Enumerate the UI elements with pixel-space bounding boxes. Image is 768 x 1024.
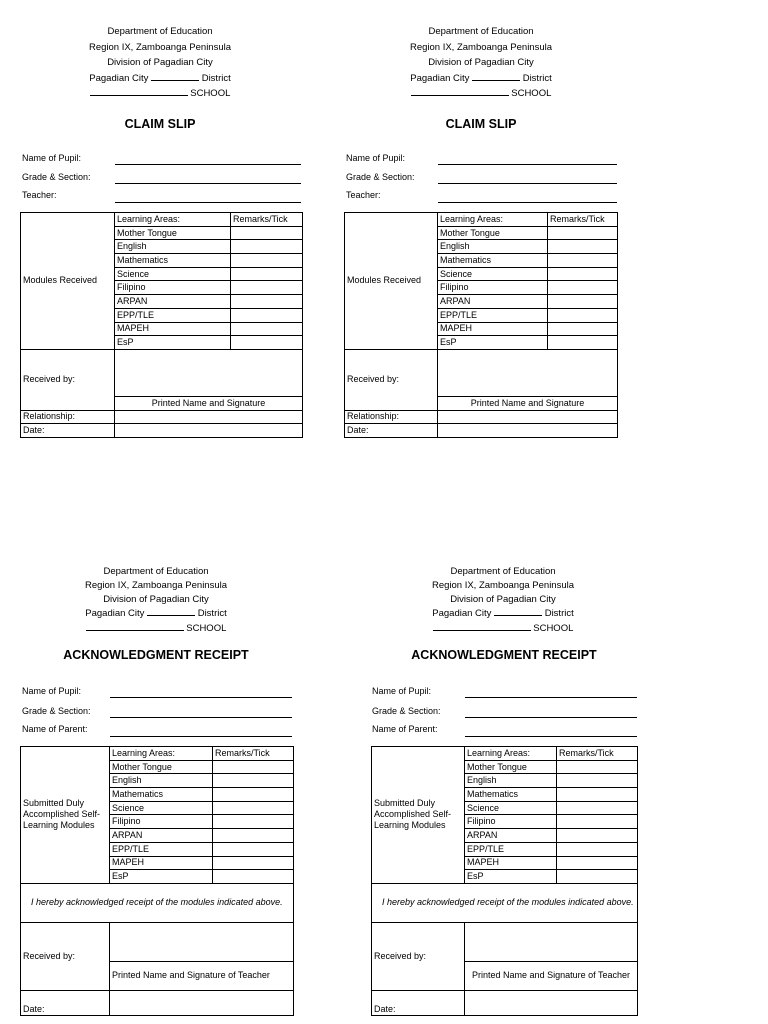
remarks-cell[interactable]	[548, 308, 618, 322]
subject-cell: MAPEH	[465, 856, 557, 870]
remarks-cell[interactable]	[213, 788, 294, 802]
header-division: Division of Pagadian City	[107, 57, 213, 68]
header-dept: Department of Education	[107, 26, 213, 37]
header	[381, 24, 581, 102]
blank-line[interactable]	[86, 621, 184, 631]
blank-line[interactable]	[90, 86, 188, 96]
printed-name-caption: Printed Name and Signature of Teacher	[110, 961, 294, 990]
received-by-label: Received by:	[21, 349, 115, 410]
remarks-cell[interactable]	[557, 760, 638, 774]
remarks-cell[interactable]	[557, 829, 638, 843]
header-region: Region IX, Zamboanga Peninsula	[431, 579, 575, 591]
modules-table	[20, 212, 303, 438]
receipt-title: ACKNOWLEDGMENT RECEIPT	[63, 648, 249, 662]
header-school: SCHOOL	[186, 623, 227, 635]
grade-field[interactable]	[465, 717, 637, 718]
header-school: SCHOOL	[190, 88, 231, 99]
col-remarks: Remarks/Tick	[557, 747, 638, 761]
subject-cell: Mother Tongue	[110, 760, 213, 774]
signature-box[interactable]	[438, 349, 618, 396]
modules-label: Modules Received	[21, 213, 115, 350]
name-field[interactable]	[115, 164, 301, 165]
signature-box[interactable]	[115, 349, 303, 396]
subject-cell: Filipino	[465, 815, 557, 829]
remarks-cell[interactable]	[557, 856, 638, 870]
signature-box[interactable]	[110, 922, 294, 961]
header-district: District	[544, 608, 574, 620]
remarks-cell[interactable]	[557, 815, 638, 829]
relationship-field[interactable]	[115, 410, 303, 424]
header-city-line	[381, 71, 581, 87]
remarks-cell[interactable]	[557, 801, 638, 815]
remarks-cell[interactable]	[548, 281, 618, 295]
receipt-title: ACKNOWLEDGMENT RECEIPT	[411, 648, 597, 662]
blank-line[interactable]	[494, 606, 542, 616]
blank-line[interactable]	[433, 621, 531, 631]
subject-cell: Science	[438, 267, 548, 281]
relationship-label: Relationship:	[345, 410, 438, 424]
header-city: Pagadian City	[89, 72, 149, 84]
subject-cell: ARPAN	[110, 829, 213, 843]
remarks-cell[interactable]	[548, 226, 618, 240]
subject-cell: MAPEH	[110, 856, 213, 870]
subject-cell: EsP	[465, 870, 557, 884]
remarks-cell[interactable]	[231, 267, 303, 281]
subject-cell: Filipino	[115, 281, 231, 295]
received-by-label: Received by:	[372, 922, 465, 990]
header-region: Region IX, Zamboanga Peninsula	[84, 579, 228, 591]
blank-line[interactable]	[472, 71, 520, 81]
modules-table	[344, 212, 618, 438]
header-school-line	[56, 621, 256, 636]
teacher-field[interactable]	[438, 202, 617, 203]
subject-cell: EPP/TLE	[465, 842, 557, 856]
blank-line[interactable]	[411, 86, 509, 96]
col-remarks: Remarks/Tick	[213, 747, 294, 761]
subject-cell: English	[110, 774, 213, 788]
header-division: Division of Pagadian City	[428, 57, 534, 68]
subject-cell: Mathematics	[115, 254, 231, 268]
grade-label: Grade & Section:	[22, 706, 91, 716]
subject-cell: English	[115, 240, 231, 254]
subject-cell: EPP/TLE	[110, 842, 213, 856]
submitted-label: Submitted Duly Accomplished Self-Learning Modules	[21, 747, 110, 884]
header-dept: Department of Education	[450, 566, 556, 577]
blank-line[interactable]	[147, 606, 195, 616]
remarks-cell[interactable]	[231, 254, 303, 268]
subject-cell: Science	[115, 267, 231, 281]
header-region: Region IX, Zamboanga Peninsula	[88, 41, 232, 53]
parent-field[interactable]	[110, 736, 292, 737]
parent-label: Name of Parent:	[372, 724, 438, 734]
header-division: Division of Pagadian City	[450, 593, 556, 605]
remarks-cell[interactable]	[548, 240, 618, 254]
col-learning-areas: Learning Areas:	[115, 213, 231, 227]
name-label: Name of Pupil:	[372, 686, 432, 696]
header-school-line	[403, 621, 603, 636]
grade-field[interactable]	[110, 717, 292, 718]
remarks-cell[interactable]	[231, 336, 303, 350]
subject-cell: MAPEH	[115, 322, 231, 336]
printed-name-caption: Printed Name and Signature	[115, 396, 303, 410]
teacher-label: Teacher:	[22, 190, 57, 200]
parent-field[interactable]	[465, 736, 637, 737]
teacher-field[interactable]	[115, 202, 301, 203]
remarks-cell[interactable]	[557, 870, 638, 884]
relationship-label: Relationship:	[21, 410, 115, 424]
subject-cell: Mother Tongue	[438, 226, 548, 240]
subject-cell: Mathematics	[110, 788, 213, 802]
subject-cell: ARPAN	[438, 295, 548, 309]
col-learning-areas: Learning Areas:	[465, 747, 557, 761]
remarks-cell[interactable]	[213, 856, 294, 870]
date-label: Date:	[345, 424, 438, 438]
date-field[interactable]	[438, 424, 618, 438]
modules-label: Modules Received	[345, 213, 438, 350]
grade-field[interactable]	[438, 183, 617, 184]
name-label: Name of Pupil:	[22, 686, 82, 696]
grade-label: Grade & Section:	[372, 706, 441, 716]
subject-cell: EPP/TLE	[115, 308, 231, 322]
date-label: Date:	[21, 424, 115, 438]
col-learning-areas: Learning Areas:	[110, 747, 213, 761]
header-city: Pagadian City	[432, 608, 492, 620]
remarks-cell[interactable]	[231, 322, 303, 336]
subject-cell: EsP	[110, 870, 213, 884]
header	[60, 24, 260, 102]
remarks-cell[interactable]	[548, 322, 618, 336]
header-school: SCHOOL	[533, 623, 574, 635]
date-label: Date:	[21, 990, 110, 1015]
grade-field[interactable]	[115, 183, 301, 184]
header-school: SCHOOL	[511, 88, 552, 99]
printed-name-caption: Printed Name and Signature	[438, 396, 618, 410]
date-field[interactable]	[110, 990, 294, 1015]
remarks-cell[interactable]	[548, 336, 618, 350]
subject-cell: EsP	[438, 336, 548, 350]
remarks-cell[interactable]	[213, 842, 294, 856]
subject-cell: English	[465, 774, 557, 788]
subject-cell: Mother Tongue	[115, 226, 231, 240]
subject-cell: ARPAN	[465, 829, 557, 843]
received-by-label: Received by:	[345, 349, 438, 410]
teacher-label: Teacher:	[346, 190, 381, 200]
modules-table	[20, 746, 294, 1016]
subject-cell: Science	[110, 801, 213, 815]
acknowledgment-statement: I hereby acknowledged receipt of the modules indicated above.	[372, 883, 638, 922]
grade-label: Grade & Section:	[22, 172, 91, 182]
remarks-cell[interactable]	[231, 281, 303, 295]
parent-label: Name of Parent:	[22, 724, 88, 734]
subject-cell: Mathematics	[465, 788, 557, 802]
header-city-line	[403, 606, 603, 621]
modules-table	[371, 746, 638, 1016]
remarks-cell[interactable]	[213, 801, 294, 815]
subject-cell: ARPAN	[115, 295, 231, 309]
header-dept: Department of Education	[103, 566, 209, 577]
date-label: Date:	[372, 990, 465, 1015]
name-field[interactable]	[438, 164, 617, 165]
submitted-label: Submitted Duly Accomplished Self-Learning Modules	[372, 747, 465, 884]
header-district: District	[522, 72, 552, 84]
col-remarks: Remarks/Tick	[548, 213, 618, 227]
remarks-cell[interactable]	[548, 295, 618, 309]
subject-cell: Mother Tongue	[465, 760, 557, 774]
subject-cell: Filipino	[438, 281, 548, 295]
remarks-cell[interactable]	[231, 295, 303, 309]
col-learning-areas: Learning Areas:	[438, 213, 548, 227]
relationship-field[interactable]	[438, 410, 618, 424]
header-dept: Department of Education	[428, 26, 534, 37]
header	[403, 565, 603, 636]
header-city-line	[60, 71, 260, 87]
blank-line[interactable]	[151, 71, 199, 81]
col-remarks: Remarks/Tick	[231, 213, 303, 227]
remarks-cell[interactable]	[231, 240, 303, 254]
slip-title: CLAIM SLIP	[124, 117, 196, 131]
subject-cell: Mathematics	[438, 254, 548, 268]
header-region: Region IX, Zamboanga Peninsula	[409, 41, 553, 53]
remarks-cell[interactable]	[213, 815, 294, 829]
remarks-cell[interactable]	[548, 254, 618, 268]
name-label: Name of Pupil:	[346, 153, 406, 163]
remarks-cell[interactable]	[557, 788, 638, 802]
header-school-line	[381, 86, 581, 102]
remarks-cell[interactable]	[213, 760, 294, 774]
subject-cell: Science	[465, 801, 557, 815]
remarks-cell[interactable]	[548, 267, 618, 281]
remarks-cell[interactable]	[213, 870, 294, 884]
received-by-label: Received by:	[21, 922, 110, 990]
date-field[interactable]	[465, 990, 638, 1015]
header	[56, 565, 256, 636]
header-district: District	[197, 608, 227, 620]
grade-label: Grade & Section:	[346, 172, 415, 182]
remarks-cell[interactable]	[231, 308, 303, 322]
signature-box[interactable]	[465, 922, 638, 961]
subject-cell: Filipino	[110, 815, 213, 829]
remarks-cell[interactable]	[231, 226, 303, 240]
subject-cell: EsP	[115, 336, 231, 350]
subject-cell: English	[438, 240, 548, 254]
date-field[interactable]	[115, 424, 303, 438]
slip-title: CLAIM SLIP	[445, 117, 517, 131]
header-city: Pagadian City	[85, 608, 145, 620]
header-district: District	[201, 72, 231, 84]
name-label: Name of Pupil:	[22, 153, 82, 163]
acknowledgment-statement: I hereby acknowledged receipt of the modules indicated above.	[21, 883, 294, 922]
remarks-cell[interactable]	[557, 842, 638, 856]
subject-cell: EPP/TLE	[438, 308, 548, 322]
header-division: Division of Pagadian City	[103, 593, 209, 605]
remarks-cell[interactable]	[213, 829, 294, 843]
header-city-line	[56, 606, 256, 621]
subject-cell: MAPEH	[438, 322, 548, 336]
printed-name-caption: Printed Name and Signature of Teacher	[465, 961, 638, 990]
header-school-line	[60, 86, 260, 102]
remarks-cell[interactable]	[557, 774, 638, 788]
header-city: Pagadian City	[410, 72, 470, 84]
name-field[interactable]	[465, 697, 637, 698]
name-field[interactable]	[110, 697, 292, 698]
remarks-cell[interactable]	[213, 774, 294, 788]
